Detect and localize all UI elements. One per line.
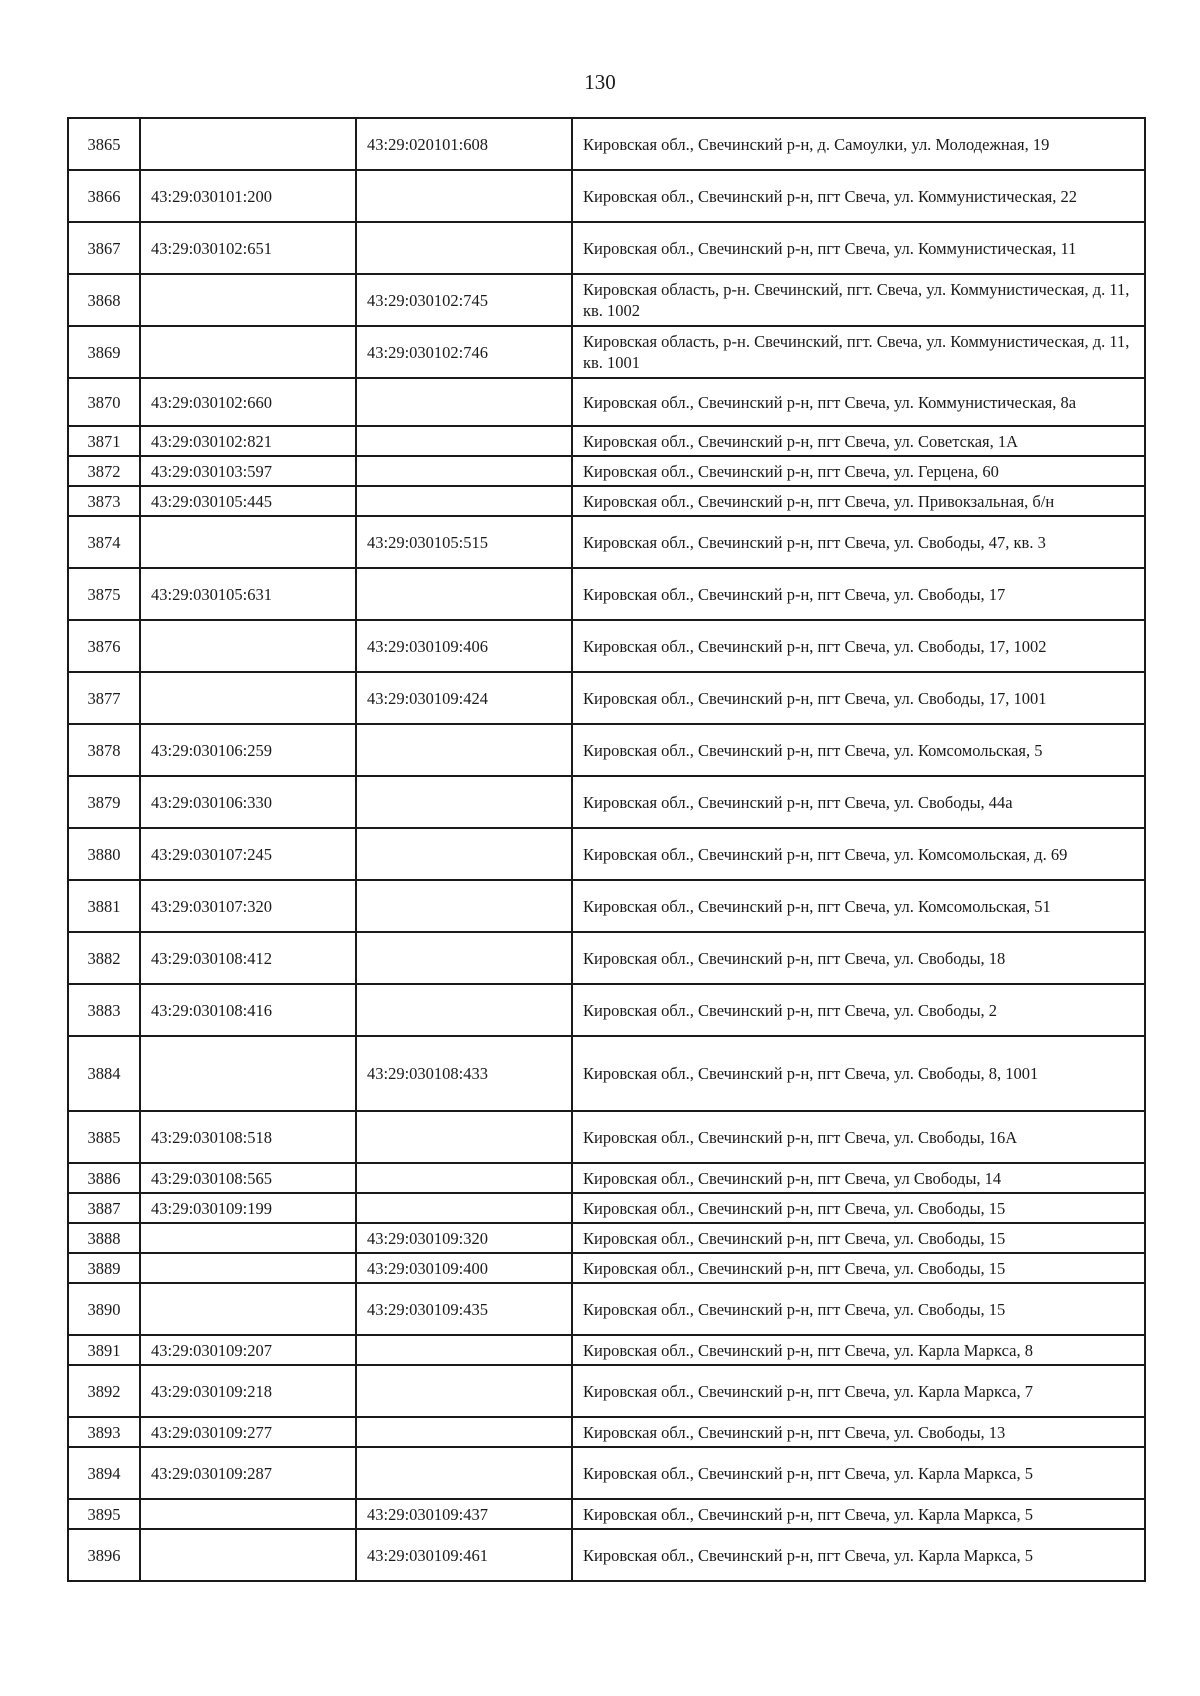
cadastral-number-1 bbox=[140, 620, 356, 672]
cadastral-number-2: 43:29:030109:320 bbox=[356, 1223, 572, 1253]
row-number: 3893 bbox=[68, 1417, 140, 1447]
row-number: 3889 bbox=[68, 1253, 140, 1283]
row-number: 3888 bbox=[68, 1223, 140, 1253]
table-row bbox=[68, 378, 1145, 426]
cadastral-number-2 bbox=[356, 1193, 572, 1223]
cadastral-number-2: 43:29:030109:406 bbox=[356, 620, 572, 672]
row-number: 3895 bbox=[68, 1499, 140, 1529]
row-number: 3875 bbox=[68, 568, 140, 620]
table-row bbox=[68, 828, 1145, 880]
address: Кировская обл., Свечинский р-н, пгт Свеча, ул. Герцена, 60 bbox=[572, 456, 1145, 486]
row-number: 3879 bbox=[68, 776, 140, 828]
cadastral-number-2 bbox=[356, 1417, 572, 1447]
cadastral-number-1: 43:29:030108:416 bbox=[140, 984, 356, 1036]
address: Кировская обл., Свечинский р-н, пгт Свеча, ул. Карла Маркса, 5 bbox=[572, 1529, 1145, 1581]
address: Кировская обл., Свечинский р-н, пгт Свеча, ул. Свободы, 13 bbox=[572, 1417, 1145, 1447]
cadastral-number-2: 43:29:030109:437 bbox=[356, 1499, 572, 1529]
cadastral-number-2 bbox=[356, 170, 572, 222]
row-number: 3884 bbox=[68, 1036, 140, 1111]
table-row bbox=[68, 1163, 1145, 1193]
table-row bbox=[68, 1499, 1145, 1529]
table-row bbox=[68, 776, 1145, 828]
cadastral-number-2: 43:29:030109:424 bbox=[356, 672, 572, 724]
cadastral-number-1: 43:29:030103:597 bbox=[140, 456, 356, 486]
cadastral-number-2 bbox=[356, 568, 572, 620]
cadastral-number-1: 43:29:030109:218 bbox=[140, 1365, 356, 1417]
table-row bbox=[68, 170, 1145, 222]
table-row bbox=[68, 222, 1145, 274]
cadastral-number-1 bbox=[140, 1036, 356, 1111]
row-number: 3874 bbox=[68, 516, 140, 568]
cadastral-number-2 bbox=[356, 724, 572, 776]
table-row bbox=[68, 1417, 1145, 1447]
cadastral-number-1 bbox=[140, 1253, 356, 1283]
cadastral-number-2 bbox=[356, 426, 572, 456]
table-row bbox=[68, 620, 1145, 672]
cadastral-number-1: 43:29:030109:207 bbox=[140, 1335, 356, 1365]
table-row bbox=[68, 1447, 1145, 1499]
table-row bbox=[68, 1193, 1145, 1223]
address: Кировская обл., Свечинский р-н, пгт Свеча, ул. Комсомольская, 51 bbox=[572, 880, 1145, 932]
cadastral-number-2: 43:29:030102:745 bbox=[356, 274, 572, 326]
row-number: 3868 bbox=[68, 274, 140, 326]
address: Кировская обл., Свечинский р-н, пгт Свеча, ул. Привокзальная, б/н bbox=[572, 486, 1145, 516]
row-number: 3887 bbox=[68, 1193, 140, 1223]
address: Кировская обл., Свечинский р-н, пгт Свеча, ул. Свободы, 47, кв. 3 bbox=[572, 516, 1145, 568]
table-row bbox=[68, 984, 1145, 1036]
cadastral-number-2: 43:29:030109:435 bbox=[356, 1283, 572, 1335]
row-number: 3885 bbox=[68, 1111, 140, 1163]
row-number: 3882 bbox=[68, 932, 140, 984]
cadastral-number-1: 43:29:030101:200 bbox=[140, 170, 356, 222]
row-number: 3873 bbox=[68, 486, 140, 516]
address: Кировская обл., Свечинский р-н, пгт Свеча, ул. Свободы, 8, 1001 bbox=[572, 1036, 1145, 1111]
table-row bbox=[68, 456, 1145, 486]
address: Кировская обл., Свечинский р-н, пгт Свеча, ул. Комсомольская, 5 bbox=[572, 724, 1145, 776]
address: Кировская обл., Свечинский р-н, пгт Свеча, ул. Коммунистическая, 11 bbox=[572, 222, 1145, 274]
table-row bbox=[68, 1036, 1145, 1111]
address: Кировская обл., Свечинский р-н, пгт Свеча, ул Свободы, 14 bbox=[572, 1163, 1145, 1193]
row-number: 3896 bbox=[68, 1529, 140, 1581]
cadastral-number-1 bbox=[140, 326, 356, 378]
table-row bbox=[68, 932, 1145, 984]
table-row bbox=[68, 274, 1145, 326]
cadastral-number-1 bbox=[140, 1529, 356, 1581]
row-number: 3880 bbox=[68, 828, 140, 880]
address: Кировская обл., Свечинский р-н, пгт Свеча, ул. Свободы, 15 bbox=[572, 1223, 1145, 1253]
cadastral-number-2 bbox=[356, 1447, 572, 1499]
table-row bbox=[68, 326, 1145, 378]
table-row bbox=[68, 672, 1145, 724]
cadastral-number-1 bbox=[140, 274, 356, 326]
cadastral-number-1: 43:29:030106:259 bbox=[140, 724, 356, 776]
cadastral-number-2: 43:29:030102:746 bbox=[356, 326, 572, 378]
table-row bbox=[68, 1111, 1145, 1163]
table-row bbox=[68, 1223, 1145, 1253]
address: Кировская обл., Свечинский р-н, пгт Свеча, ул. Свободы, 15 bbox=[572, 1253, 1145, 1283]
cadastral-number-2 bbox=[356, 880, 572, 932]
cadastral-number-1 bbox=[140, 1499, 356, 1529]
row-number: 3870 bbox=[68, 378, 140, 426]
cadastral-number-1: 43:29:030109:287 bbox=[140, 1447, 356, 1499]
table-row bbox=[68, 568, 1145, 620]
cadastral-number-2 bbox=[356, 456, 572, 486]
address: Кировская обл., Свечинский р-н, пгт Свеча, ул. Карла Маркса, 7 bbox=[572, 1365, 1145, 1417]
address: Кировская обл., Свечинский р-н, пгт Свеча, ул. Свободы, 17, 1001 bbox=[572, 672, 1145, 724]
row-number: 3881 bbox=[68, 880, 140, 932]
cadastral-number-2: 43:29:030105:515 bbox=[356, 516, 572, 568]
cadastral-number-1 bbox=[140, 1283, 356, 1335]
address: Кировская область, р-н. Свечинский, пгт. Свеча, ул. Коммунистическая, д. 11, кв. 1002 bbox=[572, 274, 1145, 326]
table-row bbox=[68, 1365, 1145, 1417]
cadastral-number-2 bbox=[356, 828, 572, 880]
registry-table bbox=[67, 117, 1146, 1582]
cadastral-number-1: 43:29:030109:199 bbox=[140, 1193, 356, 1223]
address: Кировская обл., Свечинский р-н, пгт Свеча, ул. Коммунистическая, 22 bbox=[572, 170, 1145, 222]
cadastral-number-2 bbox=[356, 1111, 572, 1163]
row-number: 3886 bbox=[68, 1163, 140, 1193]
cadastral-number-2 bbox=[356, 1365, 572, 1417]
table-row bbox=[68, 880, 1145, 932]
row-number: 3872 bbox=[68, 456, 140, 486]
row-number: 3877 bbox=[68, 672, 140, 724]
cadastral-number-2: 43:29:020101:608 bbox=[356, 118, 572, 170]
address: Кировская обл., Свечинский р-н, пгт Свеча, ул. Карла Маркса, 5 bbox=[572, 1447, 1145, 1499]
cadastral-number-2 bbox=[356, 984, 572, 1036]
row-number: 3871 bbox=[68, 426, 140, 456]
cadastral-number-2 bbox=[356, 378, 572, 426]
cadastral-number-2: 43:29:030109:400 bbox=[356, 1253, 572, 1283]
cadastral-number-2 bbox=[356, 776, 572, 828]
row-number: 3894 bbox=[68, 1447, 140, 1499]
cadastral-number-1: 43:29:030108:565 bbox=[140, 1163, 356, 1193]
cadastral-number-1: 43:29:030102:660 bbox=[140, 378, 356, 426]
cadastral-number-2 bbox=[356, 222, 572, 274]
row-number: 3891 bbox=[68, 1335, 140, 1365]
address: Кировская область, р-н. Свечинский, пгт. Свеча, ул. Коммунистическая, д. 11, кв. 1001 bbox=[572, 326, 1145, 378]
cadastral-number-1: 43:29:030105:445 bbox=[140, 486, 356, 516]
address: Кировская обл., Свечинский р-н, пгт Свеча, ул. Карла Маркса, 5 bbox=[572, 1499, 1145, 1529]
address: Кировская обл., Свечинский р-н, пгт Свеча, ул. Советская, 1А bbox=[572, 426, 1145, 456]
cadastral-number-1: 43:29:030102:821 bbox=[140, 426, 356, 456]
address: Кировская обл., Свечинский р-н, пгт Свеча, ул. Свободы, 17 bbox=[572, 568, 1145, 620]
address: Кировская обл., Свечинский р-н, пгт Свеча, ул. Свободы, 15 bbox=[572, 1193, 1145, 1223]
address: Кировская обл., Свечинский р-н, пгт Свеча, ул. Свободы, 17, 1002 bbox=[572, 620, 1145, 672]
address: Кировская обл., Свечинский р-н, пгт Свеча, ул. Свободы, 15 bbox=[572, 1283, 1145, 1335]
cadastral-number-1: 43:29:030108:518 bbox=[140, 1111, 356, 1163]
cadastral-number-1: 43:29:030107:245 bbox=[140, 828, 356, 880]
cadastral-number-2 bbox=[356, 486, 572, 516]
address: Кировская обл., Свечинский р-н, пгт Свеча, ул. Свободы, 2 bbox=[572, 984, 1145, 1036]
page-number: 130 bbox=[584, 70, 616, 94]
address: Кировская обл., Свечинский р-н, пгт Свеча, ул. Свободы, 18 bbox=[572, 932, 1145, 984]
table-row bbox=[68, 426, 1145, 456]
cadastral-number-2 bbox=[356, 1163, 572, 1193]
cadastral-number-2 bbox=[356, 932, 572, 984]
table-row bbox=[68, 516, 1145, 568]
cadastral-number-1: 43:29:030105:631 bbox=[140, 568, 356, 620]
cadastral-number-1: 43:29:030108:412 bbox=[140, 932, 356, 984]
table-row bbox=[68, 118, 1145, 170]
cadastral-number-1: 43:29:030106:330 bbox=[140, 776, 356, 828]
table-row bbox=[68, 486, 1145, 516]
table-row bbox=[68, 724, 1145, 776]
address: Кировская обл., Свечинский р-н, пгт Свеча, ул. Комсомольская, д. 69 bbox=[572, 828, 1145, 880]
row-number: 3892 bbox=[68, 1365, 140, 1417]
registry-table-body bbox=[68, 118, 1145, 1581]
cadastral-number-2 bbox=[356, 1335, 572, 1365]
row-number: 3865 bbox=[68, 118, 140, 170]
address: Кировская обл., Свечинский р-н, пгт Свеча, ул. Карла Маркса, 8 bbox=[572, 1335, 1145, 1365]
table-row bbox=[68, 1253, 1145, 1283]
cadastral-number-1 bbox=[140, 1223, 356, 1253]
cadastral-number-1: 43:29:030107:320 bbox=[140, 880, 356, 932]
row-number: 3876 bbox=[68, 620, 140, 672]
address: Кировская обл., Свечинский р-н, пгт Свеча, ул. Свободы, 44а bbox=[572, 776, 1145, 828]
table-row bbox=[68, 1283, 1145, 1335]
row-number: 3878 bbox=[68, 724, 140, 776]
cadastral-number-2: 43:29:030109:461 bbox=[356, 1529, 572, 1581]
address: Кировская обл., Свечинский р-н, пгт Свеча, ул. Коммунистическая, 8а bbox=[572, 378, 1145, 426]
row-number: 3890 bbox=[68, 1283, 140, 1335]
table-row bbox=[68, 1529, 1145, 1581]
cadastral-number-1: 43:29:030109:277 bbox=[140, 1417, 356, 1447]
cadastral-number-1 bbox=[140, 672, 356, 724]
cadastral-number-1: 43:29:030102:651 bbox=[140, 222, 356, 274]
address: Кировская обл., Свечинский р-н, пгт Свеча, ул. Свободы, 16А bbox=[572, 1111, 1145, 1163]
cadastral-number-1 bbox=[140, 118, 356, 170]
row-number: 3883 bbox=[68, 984, 140, 1036]
table-row bbox=[68, 1335, 1145, 1365]
cadastral-number-1 bbox=[140, 516, 356, 568]
row-number: 3866 bbox=[68, 170, 140, 222]
address: Кировская обл., Свечинский р-н, д. Самоулки, ул. Молодежная, 19 bbox=[572, 118, 1145, 170]
cadastral-number-2: 43:29:030108:433 bbox=[356, 1036, 572, 1111]
row-number: 3867 bbox=[68, 222, 140, 274]
row-number: 3869 bbox=[68, 326, 140, 378]
